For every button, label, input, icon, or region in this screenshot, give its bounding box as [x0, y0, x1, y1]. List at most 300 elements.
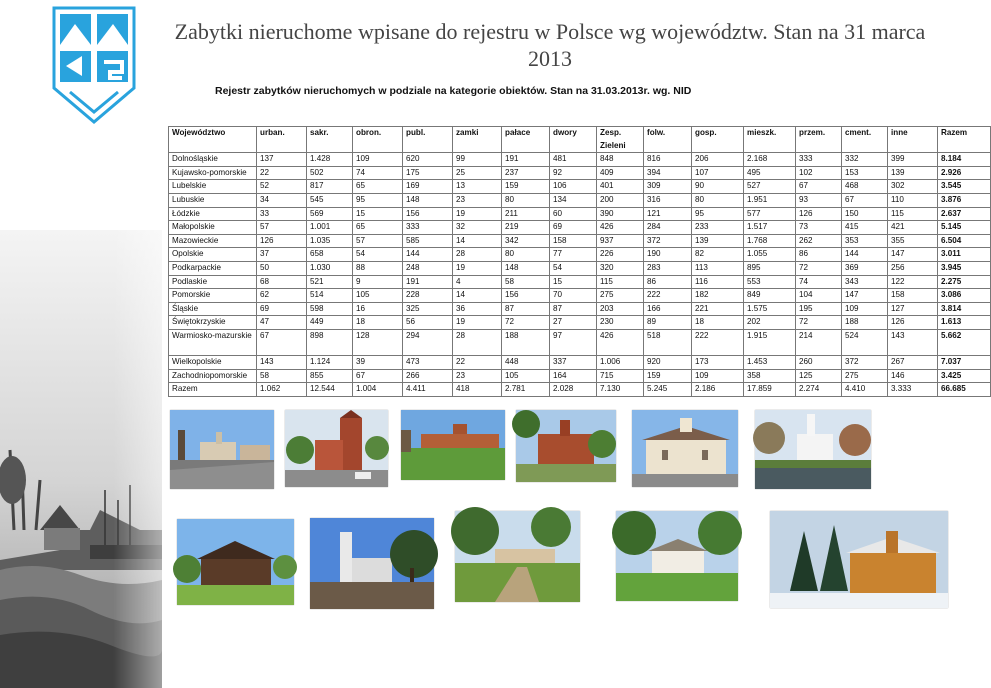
count-cell: 17.859 — [744, 383, 796, 397]
table-row — [169, 329, 991, 355]
table-row — [169, 193, 991, 207]
count-cell: 54 — [550, 261, 597, 275]
count-cell: 620 — [403, 153, 453, 167]
count-cell: 203 — [597, 302, 644, 316]
region-name-cell: Mazowieckie — [169, 234, 257, 248]
table-row — [169, 289, 991, 303]
count-cell: 394 — [644, 166, 692, 180]
count-cell: 147 — [888, 248, 938, 262]
count-cell: 15 — [353, 207, 403, 221]
region-name-cell: Lubelskie — [169, 180, 257, 194]
count-cell: 128 — [353, 329, 403, 355]
count-cell: 342 — [502, 234, 550, 248]
count-cell: 191 — [502, 153, 550, 167]
total-cell: 3.086 — [938, 289, 991, 303]
count-cell: 355 — [888, 234, 938, 248]
count-cell: 598 — [307, 302, 353, 316]
count-cell: 333 — [796, 153, 842, 167]
count-cell: 89 — [644, 316, 692, 330]
region-name-cell: Łódzkie — [169, 207, 257, 221]
count-cell: 86 — [796, 248, 842, 262]
count-cell: 143 — [888, 329, 938, 355]
count-cell: 80 — [502, 248, 550, 262]
count-cell: 401 — [597, 180, 644, 194]
count-cell: 93 — [796, 193, 842, 207]
count-cell: 502 — [307, 166, 353, 180]
count-cell: 33 — [257, 207, 307, 221]
gothic-church-photo — [285, 410, 388, 487]
count-cell: 67 — [257, 329, 307, 355]
institution-logo-icon — [52, 6, 136, 124]
count-cell: 353 — [842, 234, 888, 248]
count-cell: 14 — [453, 234, 502, 248]
count-cell: 222 — [644, 289, 692, 303]
count-cell: 72 — [796, 261, 842, 275]
castle-ruin-photo — [401, 410, 505, 480]
count-cell: 7.130 — [597, 383, 644, 397]
count-cell: 65 — [353, 180, 403, 194]
count-cell: 920 — [644, 355, 692, 369]
count-cell: 68 — [257, 275, 307, 289]
palace-photo — [632, 410, 738, 487]
header-cell: gosp. — [692, 127, 744, 153]
count-cell: 36 — [453, 302, 502, 316]
header-cell: sakr. — [307, 127, 353, 153]
header-cell: pałace — [502, 127, 550, 153]
count-cell: 202 — [744, 316, 796, 330]
count-cell: 898 — [307, 329, 353, 355]
count-cell: 126 — [888, 316, 938, 330]
count-cell: 188 — [502, 329, 550, 355]
count-cell: 97 — [550, 329, 597, 355]
count-cell: 173 — [692, 355, 744, 369]
count-cell: 514 — [307, 289, 353, 303]
region-name-cell: Śląskie — [169, 302, 257, 316]
count-cell: 817 — [307, 180, 353, 194]
header-cell: przem. — [796, 127, 842, 153]
count-cell: 409 — [597, 166, 644, 180]
count-cell: 110 — [888, 193, 938, 207]
count-cell: 1.055 — [744, 248, 796, 262]
total-cell: 2.637 — [938, 207, 991, 221]
table-row — [169, 166, 991, 180]
count-cell: 1.124 — [307, 355, 353, 369]
count-cell: 1.004 — [353, 383, 403, 397]
count-cell: 164 — [550, 369, 597, 383]
count-cell: 481 — [550, 153, 597, 167]
count-cell: 87 — [502, 302, 550, 316]
count-cell: 158 — [550, 234, 597, 248]
count-cell: 28 — [453, 329, 502, 355]
count-cell: 113 — [692, 261, 744, 275]
count-cell: 895 — [744, 261, 796, 275]
count-cell: 283 — [644, 261, 692, 275]
white-manor-photo — [616, 511, 738, 601]
count-cell: 67 — [796, 180, 842, 194]
count-cell: 1.001 — [307, 221, 353, 235]
count-cell: 109 — [692, 369, 744, 383]
region-name-cell: Opolskie — [169, 248, 257, 262]
count-cell: 102 — [796, 166, 842, 180]
count-cell: 358 — [744, 369, 796, 383]
count-cell: 69 — [550, 221, 597, 235]
header-cell: folw. — [644, 127, 692, 153]
count-cell: 156 — [502, 289, 550, 303]
count-cell: 468 — [842, 180, 888, 194]
count-cell: 13 — [453, 180, 502, 194]
table-row — [169, 316, 991, 330]
count-cell: 115 — [597, 275, 644, 289]
count-cell: 449 — [307, 316, 353, 330]
count-cell: 58 — [502, 275, 550, 289]
count-cell: 1.453 — [744, 355, 796, 369]
total-cell: 2.275 — [938, 275, 991, 289]
count-cell: 15 — [550, 275, 597, 289]
table-header-row — [169, 127, 991, 153]
count-cell: 107 — [692, 166, 744, 180]
town-square-photo — [170, 410, 274, 489]
count-cell: 159 — [644, 369, 692, 383]
count-cell: 1.768 — [744, 234, 796, 248]
count-cell: 88 — [353, 261, 403, 275]
historic-harbor-photo — [0, 230, 162, 688]
region-name-cell: Podlaskie — [169, 275, 257, 289]
count-cell: 109 — [353, 153, 403, 167]
count-cell: 849 — [744, 289, 796, 303]
count-cell: 54 — [353, 248, 403, 262]
total-cell: 5.662 — [938, 329, 991, 355]
region-name-cell: Wielkopolskie — [169, 355, 257, 369]
count-cell: 67 — [842, 193, 888, 207]
count-cell: 57 — [353, 234, 403, 248]
count-cell: 332 — [842, 153, 888, 167]
count-cell: 139 — [692, 234, 744, 248]
count-cell: 294 — [403, 329, 453, 355]
count-cell: 95 — [353, 193, 403, 207]
count-cell: 105 — [502, 369, 550, 383]
count-cell: 16 — [353, 302, 403, 316]
table-row — [169, 180, 991, 194]
count-cell: 206 — [692, 153, 744, 167]
table-row — [169, 261, 991, 275]
count-cell: 267 — [888, 355, 938, 369]
count-cell: 553 — [744, 275, 796, 289]
count-cell: 122 — [888, 275, 938, 289]
total-cell: 66.685 — [938, 383, 991, 397]
header-cell: zamki — [453, 127, 502, 153]
count-cell: 77 — [550, 248, 597, 262]
count-cell: 3.333 — [888, 383, 938, 397]
total-cell: 5.145 — [938, 221, 991, 235]
count-cell: 369 — [842, 261, 888, 275]
count-cell: 316 — [644, 193, 692, 207]
total-cell: 8.184 — [938, 153, 991, 167]
monuments-registry-table — [168, 126, 991, 397]
count-cell: 65 — [353, 221, 403, 235]
count-cell: 90 — [692, 180, 744, 194]
count-cell: 585 — [403, 234, 453, 248]
count-cell: 126 — [796, 207, 842, 221]
count-cell: 153 — [842, 166, 888, 180]
count-cell: 150 — [842, 207, 888, 221]
count-cell: 104 — [796, 289, 842, 303]
count-cell: 72 — [502, 316, 550, 330]
count-cell: 188 — [842, 316, 888, 330]
count-cell: 320 — [597, 261, 644, 275]
count-cell: 109 — [842, 302, 888, 316]
count-cell: 518 — [644, 329, 692, 355]
count-cell: 399 — [888, 153, 938, 167]
count-cell: 23 — [453, 369, 502, 383]
total-cell: 3.876 — [938, 193, 991, 207]
header-cell: obron. — [353, 127, 403, 153]
count-cell: 12.544 — [307, 383, 353, 397]
count-cell: 262 — [796, 234, 842, 248]
count-cell: 144 — [842, 248, 888, 262]
count-cell: 390 — [597, 207, 644, 221]
table-row — [169, 221, 991, 235]
count-cell: 1.915 — [744, 329, 796, 355]
count-cell: 5.245 — [644, 383, 692, 397]
region-name-cell: Pomorskie — [169, 289, 257, 303]
count-cell: 233 — [692, 221, 744, 235]
region-name-cell: Zachodniopomorskie — [169, 369, 257, 383]
table-row — [169, 207, 991, 221]
count-cell: 86 — [644, 275, 692, 289]
table-row — [169, 302, 991, 316]
count-cell: 302 — [888, 180, 938, 194]
count-cell: 99 — [453, 153, 502, 167]
brick-factory-photo — [516, 410, 616, 482]
count-cell: 266 — [403, 369, 453, 383]
count-cell: 937 — [597, 234, 644, 248]
count-cell: 848 — [597, 153, 644, 167]
count-cell: 72 — [796, 316, 842, 330]
table-title: Rejestr zabytków nieruchomych w podziale na kategorie obiektów. Stan na 31.03.2013r. wg. NID — [215, 85, 692, 97]
count-cell: 4 — [453, 275, 502, 289]
total-cell: 3.945 — [938, 261, 991, 275]
count-cell: 309 — [644, 180, 692, 194]
count-cell: 158 — [888, 289, 938, 303]
count-cell: 56 — [403, 316, 453, 330]
count-cell: 284 — [644, 221, 692, 235]
count-cell: 144 — [403, 248, 453, 262]
count-cell: 106 — [550, 180, 597, 194]
count-cell: 148 — [502, 261, 550, 275]
count-cell: 1.428 — [307, 153, 353, 167]
count-cell: 147 — [842, 289, 888, 303]
count-cell: 248 — [403, 261, 453, 275]
count-cell: 27 — [550, 316, 597, 330]
count-cell: 855 — [307, 369, 353, 383]
wooden-house-photo — [177, 519, 294, 605]
count-cell: 2.781 — [502, 383, 550, 397]
count-cell: 9 — [353, 275, 403, 289]
total-cell: 1.613 — [938, 316, 991, 330]
count-cell: 325 — [403, 302, 453, 316]
region-name-cell: Razem — [169, 383, 257, 397]
count-cell: 4.411 — [403, 383, 453, 397]
count-cell: 134 — [550, 193, 597, 207]
header-cell: cment. — [842, 127, 888, 153]
count-cell: 80 — [502, 193, 550, 207]
count-cell: 92 — [550, 166, 597, 180]
table-row — [169, 355, 991, 369]
count-cell: 126 — [257, 234, 307, 248]
count-cell: 415 — [842, 221, 888, 235]
region-name-cell: Świętokrzyskie — [169, 316, 257, 330]
count-cell: 372 — [842, 355, 888, 369]
count-cell: 1.062 — [257, 383, 307, 397]
count-cell: 22 — [257, 166, 307, 180]
count-cell: 421 — [888, 221, 938, 235]
header-cell: dwory — [550, 127, 597, 153]
count-cell: 166 — [644, 302, 692, 316]
table-row — [169, 234, 991, 248]
total-cell: 7.037 — [938, 355, 991, 369]
count-cell: 52 — [257, 180, 307, 194]
region-name-cell: Małopolskie — [169, 221, 257, 235]
count-cell: 190 — [644, 248, 692, 262]
count-cell: 260 — [796, 355, 842, 369]
count-cell: 125 — [796, 369, 842, 383]
count-cell: 169 — [403, 180, 453, 194]
count-cell: 39 — [353, 355, 403, 369]
region-name-cell: Dolnośląskie — [169, 153, 257, 167]
count-cell: 545 — [307, 193, 353, 207]
count-cell: 816 — [644, 153, 692, 167]
count-cell: 2.274 — [796, 383, 842, 397]
count-cell: 70 — [550, 289, 597, 303]
count-cell: 527 — [744, 180, 796, 194]
count-cell: 1.035 — [307, 234, 353, 248]
manor-pond-photo — [755, 410, 871, 489]
count-cell: 34 — [257, 193, 307, 207]
count-cell: 37 — [257, 248, 307, 262]
count-cell: 115 — [888, 207, 938, 221]
count-cell: 569 — [307, 207, 353, 221]
count-cell: 214 — [796, 329, 842, 355]
header-cell: publ. — [403, 127, 453, 153]
count-cell: 116 — [692, 275, 744, 289]
count-cell: 57 — [257, 221, 307, 235]
total-cell: 3.011 — [938, 248, 991, 262]
count-cell: 105 — [353, 289, 403, 303]
count-cell: 237 — [502, 166, 550, 180]
count-cell: 146 — [888, 369, 938, 383]
region-name-cell: Podkarpackie — [169, 261, 257, 275]
count-cell: 228 — [403, 289, 453, 303]
count-cell: 2.168 — [744, 153, 796, 167]
count-cell: 121 — [644, 207, 692, 221]
count-cell: 200 — [597, 193, 644, 207]
count-cell: 222 — [692, 329, 744, 355]
count-cell: 137 — [257, 153, 307, 167]
table-row — [169, 248, 991, 262]
count-cell: 18 — [692, 316, 744, 330]
count-cell: 418 — [453, 383, 502, 397]
count-cell: 74 — [796, 275, 842, 289]
table-row — [169, 275, 991, 289]
count-cell: 521 — [307, 275, 353, 289]
count-cell: 1.951 — [744, 193, 796, 207]
count-cell: 4.410 — [842, 383, 888, 397]
count-cell: 60 — [550, 207, 597, 221]
count-cell: 80 — [692, 193, 744, 207]
count-cell: 473 — [403, 355, 453, 369]
count-cell: 87 — [550, 302, 597, 316]
page-title: Zabytki nieruchome wpisane do rejestru w Polsce wg województw. Stan na 31 marca 2013 — [174, 19, 926, 71]
count-cell: 219 — [502, 221, 550, 235]
total-cell: 2.926 — [938, 166, 991, 180]
header-cell: Razem — [938, 127, 991, 153]
count-cell: 275 — [597, 289, 644, 303]
count-cell: 82 — [692, 248, 744, 262]
count-cell: 230 — [597, 316, 644, 330]
count-cell: 69 — [257, 302, 307, 316]
count-cell: 32 — [453, 221, 502, 235]
count-cell: 18 — [353, 316, 403, 330]
count-cell: 226 — [597, 248, 644, 262]
region-name-cell: Warmiosko-mazurskie — [169, 329, 257, 355]
count-cell: 2.186 — [692, 383, 744, 397]
total-cell: 3.545 — [938, 180, 991, 194]
count-cell: 275 — [842, 369, 888, 383]
region-name-cell: Kujawsko-pomorskie — [169, 166, 257, 180]
count-cell: 156 — [403, 207, 453, 221]
header-cell: mieszk. — [744, 127, 796, 153]
region-name-cell: Lubuskie — [169, 193, 257, 207]
count-cell: 62 — [257, 289, 307, 303]
count-cell: 343 — [842, 275, 888, 289]
count-cell: 191 — [403, 275, 453, 289]
count-cell: 658 — [307, 248, 353, 262]
header-cell: inne — [888, 127, 938, 153]
count-cell: 1.006 — [597, 355, 644, 369]
count-cell: 715 — [597, 369, 644, 383]
count-cell: 495 — [744, 166, 796, 180]
table-row — [169, 153, 991, 167]
count-cell: 1.030 — [307, 261, 353, 275]
count-cell: 19 — [453, 207, 502, 221]
count-cell: 524 — [842, 329, 888, 355]
count-cell: 1.575 — [744, 302, 796, 316]
total-cell: 3.425 — [938, 369, 991, 383]
count-cell: 139 — [888, 166, 938, 180]
count-cell: 19 — [453, 316, 502, 330]
count-cell: 426 — [597, 221, 644, 235]
count-cell: 221 — [692, 302, 744, 316]
count-cell: 22 — [453, 355, 502, 369]
count-cell: 50 — [257, 261, 307, 275]
count-cell: 143 — [257, 355, 307, 369]
table-total-row — [169, 383, 991, 397]
manor-park-photo — [455, 511, 580, 602]
count-cell: 47 — [257, 316, 307, 330]
count-cell: 256 — [888, 261, 938, 275]
count-cell: 337 — [550, 355, 597, 369]
count-cell: 148 — [403, 193, 453, 207]
count-cell: 195 — [796, 302, 842, 316]
count-cell: 372 — [644, 234, 692, 248]
header-cell: urban. — [257, 127, 307, 153]
total-cell: 6.504 — [938, 234, 991, 248]
count-cell: 127 — [888, 302, 938, 316]
count-cell: 182 — [692, 289, 744, 303]
count-cell: 28 — [453, 248, 502, 262]
count-cell: 426 — [597, 329, 644, 355]
count-cell: 577 — [744, 207, 796, 221]
